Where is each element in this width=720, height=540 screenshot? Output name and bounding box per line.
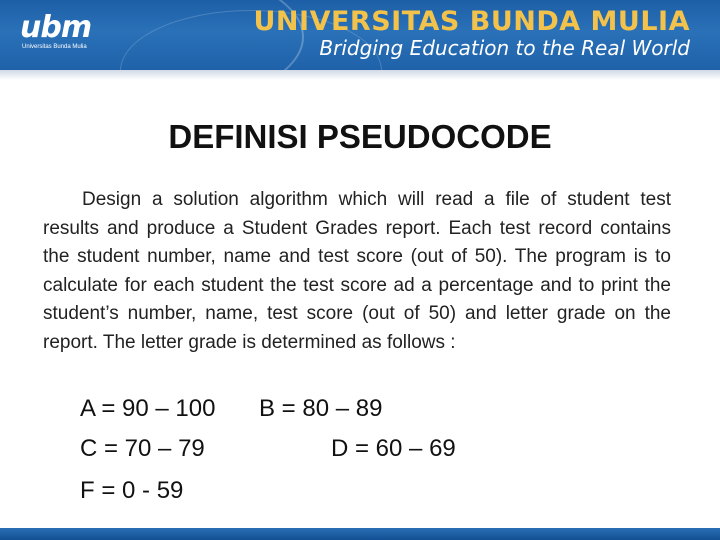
grade-c: C = 70 – 79 xyxy=(80,435,205,462)
logo-mark: ubm xyxy=(20,10,92,45)
grade-f: F = 0 - 59 xyxy=(80,477,184,504)
header-shadow xyxy=(0,70,720,80)
header-banner xyxy=(0,0,720,70)
university-tagline: Bridging Education to the Real World xyxy=(319,36,690,60)
grade-a: A = 90 – 100 xyxy=(80,395,216,422)
slide-title: DEFINISI PSEUDOCODE xyxy=(168,118,552,155)
logo-subtitle: Universitas Bunda Mulia xyxy=(22,44,87,50)
university-logo xyxy=(14,8,92,52)
slide-paragraph: Design a solution algorithm which will read a file of student test results and produce a Student Grades report. Each test record contains the student number, name and test score (out of 50). The program is to calculate for each student the test score ad a percentage and to print the student’s number, name, test score (out of 50) and letter grade on the report. The letter grade is determined as follows : xyxy=(43,189,671,353)
university-name: UNIVERSITAS BUNDA MULIA xyxy=(253,6,690,37)
grade-b: B = 80 – 89 xyxy=(259,395,383,422)
grade-d: D = 60 – 69 xyxy=(331,435,456,462)
footer-bar xyxy=(0,528,720,540)
